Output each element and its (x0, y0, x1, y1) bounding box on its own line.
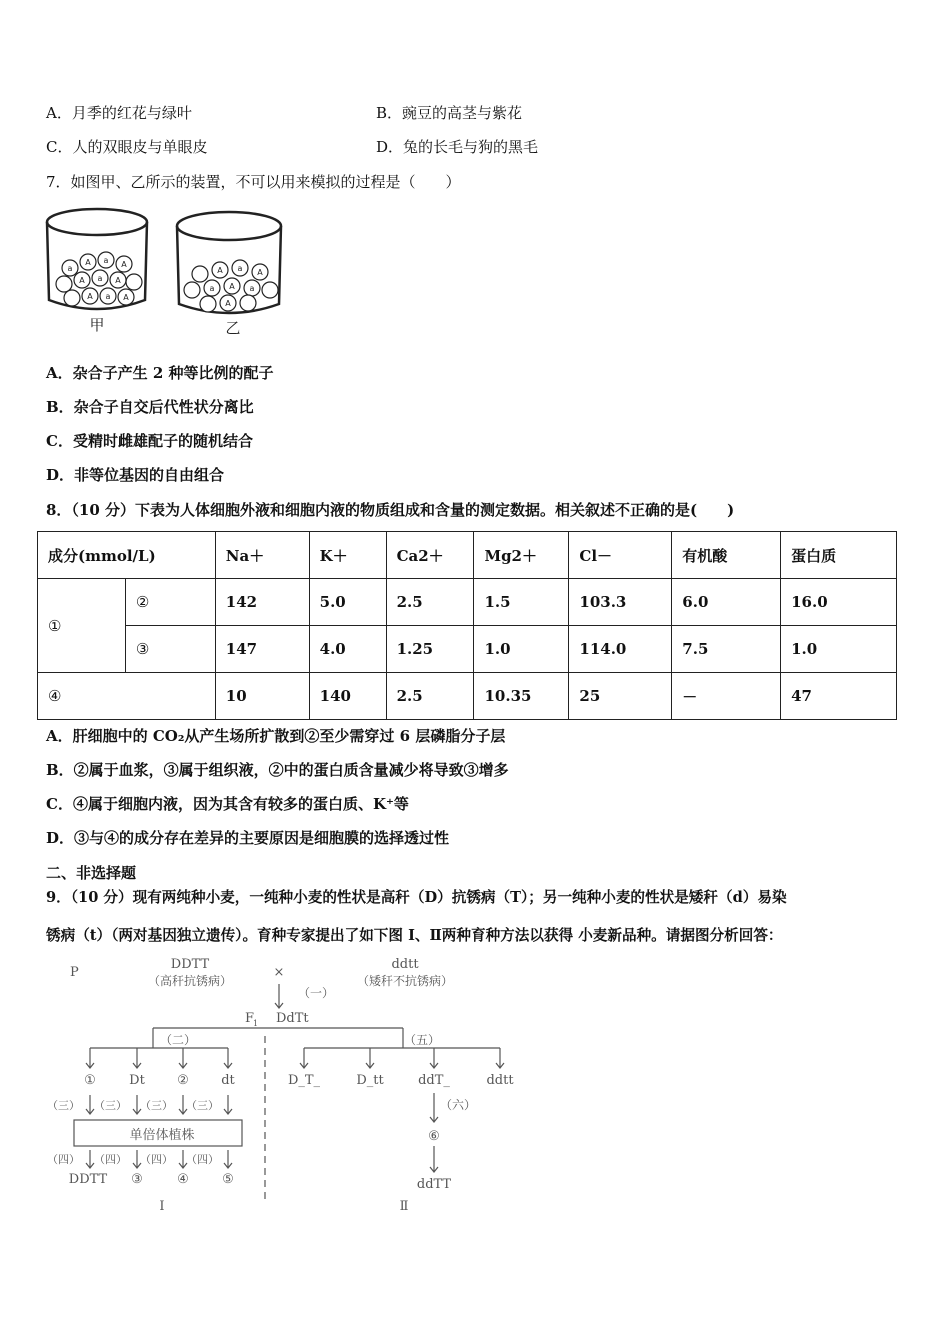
q6-option-c: C．人的双眼皮与单眼皮 (46, 138, 208, 156)
svg-text:D_T_: D_T_ (287, 1073, 321, 1088)
q8-option-a: A．肝细胞中的 CO₂从产生场所扩散到②至少需穿过 6 层磷脂分子层 (46, 727, 506, 745)
svg-text:a: a (67, 264, 73, 273)
q7-stem: 7．如图甲、乙所示的装置，不可以用来模拟的过程是（ ） (46, 173, 461, 191)
svg-text:A: A (85, 258, 91, 267)
final-genotype: ddTT (416, 1177, 452, 1192)
q8-stem: 8．（10 分）下表为人体细胞外液和细胞内液的物质组成和含量的测定数据。相关叙述不正确的是( ) (46, 501, 735, 519)
haploid-label: 单倍体植株 (129, 1128, 195, 1143)
q8-data-table (37, 531, 897, 720)
svg-text:（三）: （三） (140, 1099, 173, 1112)
parent2-desc: （矮秆不抗锈病） (356, 974, 454, 988)
header-k: K＋ (309, 532, 386, 579)
svg-text:1: 1 (253, 1019, 259, 1028)
svg-text:a: a (97, 274, 103, 283)
row-group-1: ① (38, 579, 126, 673)
svg-text:A: A (123, 293, 129, 302)
step-6: （六） (440, 1098, 477, 1112)
table-row: ① ② 142 5.0 2.5 1.5 103.3 6.0 16.0 (38, 579, 897, 626)
circle-6: ⑥ (428, 1129, 440, 1144)
q7-option-d: D．非等位基因的自由组合 (46, 466, 225, 484)
svg-text:（三）: （三） (186, 1099, 219, 1112)
table-row: ③ 147 4.0 1.25 1.0 114.0 7.5 1.0 (38, 626, 897, 673)
svg-text:A: A (87, 292, 93, 301)
svg-text:A: A (229, 282, 235, 291)
svg-text:（四）: （四） (47, 1153, 80, 1166)
label-yi: 乙 (225, 319, 241, 337)
parent1: DDTT (170, 957, 210, 972)
q7-option-a: A．杂合子产生 2 种等比例的配子 (46, 364, 274, 382)
q7-containers-figure (40, 200, 300, 345)
table-row: ④ 10 140 2.5 10.35 25 － 47 (38, 673, 897, 720)
svg-text:Dt: Dt (129, 1073, 145, 1088)
svg-text:A: A (79, 276, 85, 285)
svg-text:ddT_: ddT_ (418, 1073, 450, 1088)
header-cl: Cl－ (569, 532, 672, 579)
svg-text:（四）: （四） (94, 1153, 127, 1166)
svg-text:⑤: ⑤ (222, 1172, 234, 1187)
breeding-diagram (47, 950, 540, 1220)
q7-option-b: B．杂合子自交后代性状分离比 (46, 398, 254, 416)
f1-genotype: DdTt (276, 1011, 309, 1026)
q8-option-c: C．④属于细胞内液，因为其含有较多的蛋白质、K⁺等 (46, 795, 409, 813)
header-mg: Mg2＋ (474, 532, 569, 579)
header-organic-acid: 有机酸 (672, 532, 781, 579)
label-jia: 甲 (89, 316, 105, 334)
f1-label: F (245, 1011, 255, 1026)
header-na: Na＋ (215, 532, 309, 579)
p-label: P (70, 965, 79, 980)
parent1-desc: （高秆抗锈病） (147, 974, 233, 988)
step-2: （二） (160, 1033, 197, 1047)
step-1: （一） (298, 986, 335, 1000)
svg-text:A: A (121, 260, 127, 269)
cross-symbol: × (273, 965, 285, 980)
q6-option-b: B．豌豆的高茎与紫花 (376, 104, 523, 122)
svg-text:（三）: （三） (94, 1099, 127, 1112)
svg-text:dt: dt (221, 1073, 235, 1088)
svg-text:A: A (115, 276, 121, 285)
header-ca: Ca2＋ (386, 532, 474, 579)
q6-option-d: D．兔的长毛与狗的黑毛 (376, 138, 539, 156)
svg-text:D_tt: D_tt (356, 1073, 384, 1088)
row-sub-2: ② (125, 579, 215, 626)
header-component: 成分(mmol/L) (38, 532, 216, 579)
svg-text:（三）: （三） (47, 1099, 80, 1112)
svg-text:a: a (249, 284, 255, 293)
step-5: （五） (404, 1033, 441, 1047)
row-group-4: ④ (38, 673, 216, 720)
row-sub-3: ③ (125, 626, 215, 673)
table-header-row (38, 532, 897, 579)
svg-text:A: A (225, 299, 231, 308)
method-I: I (159, 1199, 165, 1214)
section-title: 二、非选择题 (46, 864, 137, 882)
q8-option-b: B．②属于血浆，③属于组织液，②中的蛋白质含量减少将导致③增多 (46, 761, 509, 779)
header-protein: 蛋白质 (781, 532, 897, 579)
svg-text:④: ④ (177, 1172, 189, 1187)
parent2: ddtt (391, 957, 419, 972)
svg-text:A: A (257, 268, 263, 277)
svg-text:②: ② (177, 1073, 189, 1088)
svg-text:a: a (237, 264, 243, 273)
q8-option-d: D．③与④的成分存在差异的主要原因是细胞膜的选择透过性 (46, 829, 450, 847)
q6-option-a: A．月季的红花与绿叶 (46, 104, 192, 122)
svg-text:①: ① (84, 1073, 96, 1088)
svg-text:a: a (103, 256, 109, 265)
svg-text:a: a (209, 284, 215, 293)
q7-option-c: C．受精时雌雄配子的随机结合 (46, 432, 253, 450)
svg-text:a: a (105, 292, 111, 301)
svg-text:ddtt: ddtt (486, 1073, 514, 1088)
svg-text:（四）: （四） (186, 1153, 219, 1166)
container-yi (177, 212, 281, 313)
q9-line2: 锈病（t）（两对基因独立遗传）。育种专家提出了如下图 I、Ⅱ两种育种方法以获得 小麦新品种。请据图分析回答： (46, 927, 783, 944)
container-jia (47, 209, 147, 309)
svg-text:③: ③ (131, 1172, 143, 1187)
svg-text:DDTT: DDTT (68, 1172, 108, 1187)
q9-line1: 9．（10 分）现有两纯种小麦，一纯种小麦的性状是高秆（D）抗锈病（T）；另一纯种小麦的性状是矮秆（d）易染 (46, 889, 787, 906)
svg-text:（四）: （四） (140, 1153, 173, 1166)
method-II: Ⅱ (399, 1199, 409, 1214)
svg-text:A: A (217, 266, 223, 275)
